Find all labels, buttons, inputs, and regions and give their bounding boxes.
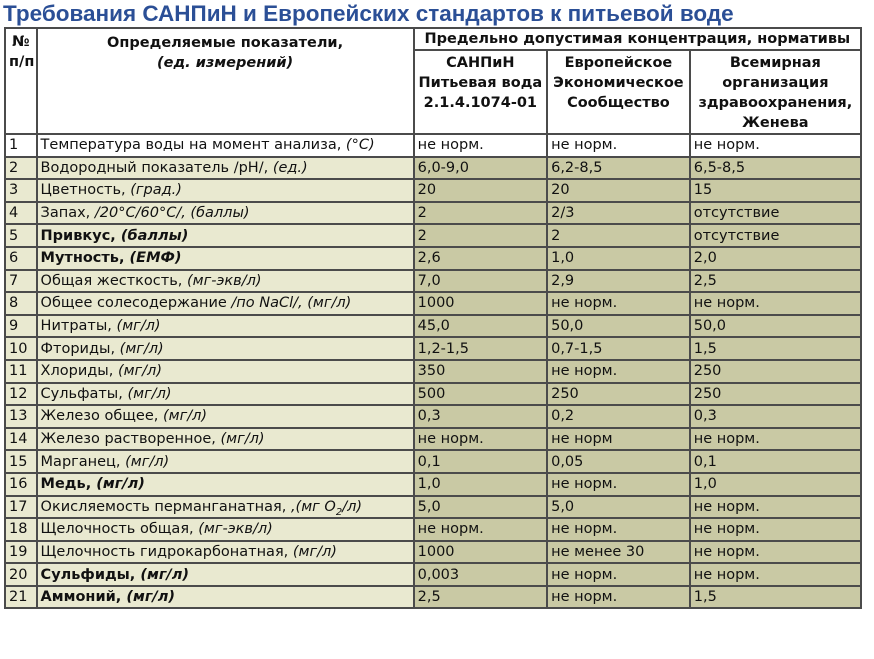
row-parameter	[38, 564, 413, 585]
row-who-value: 1,5	[691, 587, 860, 608]
row-parameter	[38, 406, 413, 427]
row-parameter	[38, 519, 413, 540]
parameter-name: Нитраты,	[40, 318, 117, 335]
parameter-name: Медь,	[40, 476, 97, 493]
table-row	[6, 338, 860, 359]
row-number: 10	[6, 338, 36, 359]
parameter-unit: /по NaCl/, (мг/л)	[231, 295, 352, 312]
row-eec-value: 50,0	[548, 316, 689, 337]
header-who-line: Всемирная	[729, 55, 821, 71]
row-who-value: отсутствие	[691, 203, 860, 224]
header-eec-line: Экономическое	[553, 75, 684, 91]
parameter-unit: (мг/л)	[116, 318, 161, 335]
header-number	[6, 29, 36, 133]
row-who-value: 15	[691, 180, 860, 201]
table-row	[6, 587, 860, 608]
header-sanpin-line: САНПиН	[446, 55, 515, 71]
row-who-value: 50,0	[691, 316, 860, 337]
header-eec	[548, 51, 689, 133]
header-eec-line: Европейское	[564, 55, 673, 71]
row-number: 4	[6, 203, 36, 224]
row-sanpin-value: 20	[415, 180, 546, 201]
row-eec-value: не менее 30	[548, 542, 689, 563]
row-number: 11	[6, 361, 36, 382]
row-parameter	[38, 293, 413, 314]
parameter-name: Общая жесткость,	[40, 272, 187, 289]
row-sanpin-value: 5,0	[415, 497, 546, 518]
row-parameter	[38, 497, 413, 518]
row-eec-value: не норм.	[548, 587, 689, 608]
row-number: 20	[6, 564, 36, 585]
row-eec-value: 2	[548, 225, 689, 246]
parameter-unit: (мг/л)	[163, 408, 208, 425]
row-eec-value: 20	[548, 180, 689, 201]
row-number: 12	[6, 384, 36, 405]
table-row	[6, 384, 860, 405]
row-sanpin-value: 6,0-9,0	[415, 158, 546, 179]
row-who-value: не норм.	[691, 497, 860, 518]
row-number: 2	[6, 158, 36, 179]
row-parameter	[38, 248, 413, 269]
table-row	[6, 316, 860, 337]
row-sanpin-value: 2	[415, 203, 546, 224]
row-eec-value: 2,9	[548, 271, 689, 292]
table-row	[6, 271, 860, 292]
header-who	[691, 51, 860, 133]
row-number: 19	[6, 542, 36, 563]
row-eec-value: 1,0	[548, 248, 689, 269]
row-number: 3	[6, 180, 36, 201]
parameter-name: Общее солесодержание	[40, 295, 232, 312]
parameter-unit: (мг/л)	[126, 589, 175, 606]
row-eec-value: 2/3	[548, 203, 689, 224]
parameter-unit: (ЕМФ)	[129, 250, 182, 267]
row-number: 6	[6, 248, 36, 269]
row-number: 17	[6, 497, 36, 518]
row-sanpin-value: 1000	[415, 542, 546, 563]
row-sanpin-value: 0,3	[415, 406, 546, 427]
parameter-name: Сульфиды,	[40, 566, 141, 583]
parameter-unit: (ед.)	[272, 159, 308, 176]
row-sanpin-value: не норм.	[415, 519, 546, 540]
parameter-name: Железо растворенное,	[40, 431, 221, 448]
header-number-label: п/п	[9, 54, 35, 70]
row-parameter	[38, 203, 413, 224]
table-body	[6, 135, 860, 607]
row-sanpin-value: 0,003	[415, 564, 546, 585]
parameter-unit: (баллы)	[120, 227, 189, 244]
header-parameter	[38, 29, 413, 133]
row-parameter	[38, 316, 413, 337]
row-parameter	[38, 542, 413, 563]
row-who-value: не норм.	[691, 429, 860, 450]
header-sanpin-line: 2.1.4.1074-01	[423, 95, 538, 111]
parameter-unit: ,(мг О	[290, 498, 336, 515]
table-row	[6, 248, 860, 269]
parameter-name: Аммоний,	[40, 589, 127, 606]
row-parameter	[38, 451, 413, 472]
row-parameter	[38, 429, 413, 450]
row-who-value: 250	[691, 361, 860, 382]
parameter-name: Сульфаты,	[40, 385, 128, 402]
row-sanpin-value: 0,1	[415, 451, 546, 472]
row-who-value: 1,0	[691, 474, 860, 495]
table-row	[6, 158, 860, 179]
row-eec-value: 250	[548, 384, 689, 405]
row-number: 9	[6, 316, 36, 337]
row-parameter	[38, 587, 413, 608]
row-parameter	[38, 338, 413, 359]
row-who-value: 1,5	[691, 338, 860, 359]
parameter-unit: (мг/л)	[140, 566, 189, 583]
header-parameter-label: Определяемые показатели,	[107, 35, 344, 51]
row-sanpin-value: 2,5	[415, 587, 546, 608]
header-parameter-units: (ед. измерений)	[156, 55, 294, 71]
row-who-value: не норм.	[691, 293, 860, 314]
table-row	[6, 474, 860, 495]
parameter-name: Хлориды,	[40, 363, 118, 380]
parameter-name: Железо общее,	[40, 408, 163, 425]
parameter-unit-tail: /л)	[342, 498, 362, 515]
row-who-value: не норм.	[691, 564, 860, 585]
row-parameter	[38, 271, 413, 292]
row-parameter	[38, 361, 413, 382]
row-number: 18	[6, 519, 36, 540]
row-who-value: не норм.	[691, 519, 860, 540]
table-row	[6, 497, 860, 518]
table-row	[6, 361, 860, 382]
table-row	[6, 429, 860, 450]
row-who-value: 0,3	[691, 406, 860, 427]
row-eec-value: 0,2	[548, 406, 689, 427]
header-limits: Предельно допустимая концентрация, нормативы	[415, 29, 860, 49]
row-eec-value: не норм	[548, 429, 689, 450]
header-number-symbol: №	[12, 34, 30, 50]
header-sanpin	[415, 51, 546, 133]
table-row	[6, 451, 860, 472]
parameter-unit: (°С)	[345, 137, 375, 154]
parameter-unit: (мг-экв/л)	[198, 521, 273, 538]
table-row	[6, 406, 860, 427]
row-sanpin-value: не норм.	[415, 429, 546, 450]
row-sanpin-value: 350	[415, 361, 546, 382]
table-row	[6, 135, 860, 156]
parameter-unit-subscript: 2	[335, 506, 343, 518]
row-who-value: 250	[691, 384, 860, 405]
table-row	[6, 519, 860, 540]
parameter-unit: (мг/л)	[292, 543, 337, 560]
row-parameter	[38, 384, 413, 405]
row-number: 7	[6, 271, 36, 292]
row-sanpin-value: 2	[415, 225, 546, 246]
row-number: 15	[6, 451, 36, 472]
table-row	[6, 225, 860, 246]
parameter-unit: (мг-экв/л)	[187, 272, 262, 289]
parameter-name: Щелочность гидрокарбонатная,	[40, 543, 293, 560]
parameter-name: Мутность,	[40, 250, 130, 267]
row-parameter	[38, 474, 413, 495]
table-row	[6, 293, 860, 314]
row-eec-value: 0,05	[548, 451, 689, 472]
row-number: 8	[6, 293, 36, 314]
row-sanpin-value: 1000	[415, 293, 546, 314]
header-who-line: Женева	[742, 115, 809, 131]
row-number: 1	[6, 135, 36, 156]
parameter-name: Температура воды на момент анализа,	[40, 137, 346, 154]
row-sanpin-value: не норм.	[415, 135, 546, 156]
standards-table	[4, 27, 862, 609]
parameter-unit: (мг/л)	[220, 431, 265, 448]
row-number: 21	[6, 587, 36, 608]
row-eec-value: не норм.	[548, 135, 689, 156]
parameter-name: Запах,	[40, 205, 95, 222]
parameter-name: Щелочность общая,	[40, 521, 199, 538]
row-sanpin-value: 1,2-1,5	[415, 338, 546, 359]
row-who-value: отсутствие	[691, 225, 860, 246]
parameter-unit: (мг/л)	[96, 476, 145, 493]
parameter-unit: /20°С/60°С/, (баллы)	[94, 205, 250, 222]
parameter-name: Марганец,	[40, 453, 126, 470]
parameter-name: Окисляемость перманганатная,	[40, 498, 291, 515]
parameter-name: Фториды,	[40, 340, 120, 357]
row-number: 16	[6, 474, 36, 495]
parameter-unit: (град.)	[130, 182, 182, 199]
row-who-value: 0,1	[691, 451, 860, 472]
header-eec-line: Сообщество	[567, 95, 670, 111]
row-who-value: не норм.	[691, 542, 860, 563]
row-eec-value: не норм.	[548, 519, 689, 540]
row-eec-value: не норм.	[548, 293, 689, 314]
row-number: 13	[6, 406, 36, 427]
row-parameter	[38, 225, 413, 246]
row-sanpin-value: 7,0	[415, 271, 546, 292]
header-who-line: здравоохранения,	[698, 95, 853, 111]
row-eec-value: 0,7-1,5	[548, 338, 689, 359]
header-sanpin-line: Питьевая вода	[418, 75, 543, 91]
row-parameter	[38, 135, 413, 156]
row-who-value: 6,5-8,5	[691, 158, 860, 179]
row-number: 5	[6, 225, 36, 246]
header-who-line: организация	[722, 75, 829, 91]
parameter-unit: (мг/л)	[119, 340, 164, 357]
row-sanpin-value: 500	[415, 384, 546, 405]
row-eec-value: 5,0	[548, 497, 689, 518]
header-row-top	[6, 29, 860, 49]
row-eec-value: не норм.	[548, 474, 689, 495]
row-sanpin-value: 45,0	[415, 316, 546, 337]
row-sanpin-value: 2,6	[415, 248, 546, 269]
parameter-name: Цветность,	[40, 182, 131, 199]
parameter-name: Привкус,	[40, 227, 121, 244]
row-who-value: 2,0	[691, 248, 860, 269]
table-row	[6, 203, 860, 224]
table-row	[6, 564, 860, 585]
row-eec-value: 6,2-8,5	[548, 158, 689, 179]
row-eec-value: не норм.	[548, 361, 689, 382]
parameter-unit: (мг/л)	[127, 385, 172, 402]
row-number: 14	[6, 429, 36, 450]
row-eec-value: не норм.	[548, 564, 689, 585]
row-parameter	[38, 158, 413, 179]
row-who-value: не норм.	[691, 135, 860, 156]
row-parameter	[38, 180, 413, 201]
table-row	[6, 180, 860, 201]
page-title: Требования САНПиН и Европейских стандартов к питьевой воде	[3, 1, 734, 26]
parameter-name: Водородный показатель /pH/,	[40, 159, 273, 176]
row-sanpin-value: 1,0	[415, 474, 546, 495]
parameter-unit: (мг/л)	[117, 363, 162, 380]
parameter-unit: (мг/л)	[125, 453, 170, 470]
row-who-value: 2,5	[691, 271, 860, 292]
table-row	[6, 542, 860, 563]
